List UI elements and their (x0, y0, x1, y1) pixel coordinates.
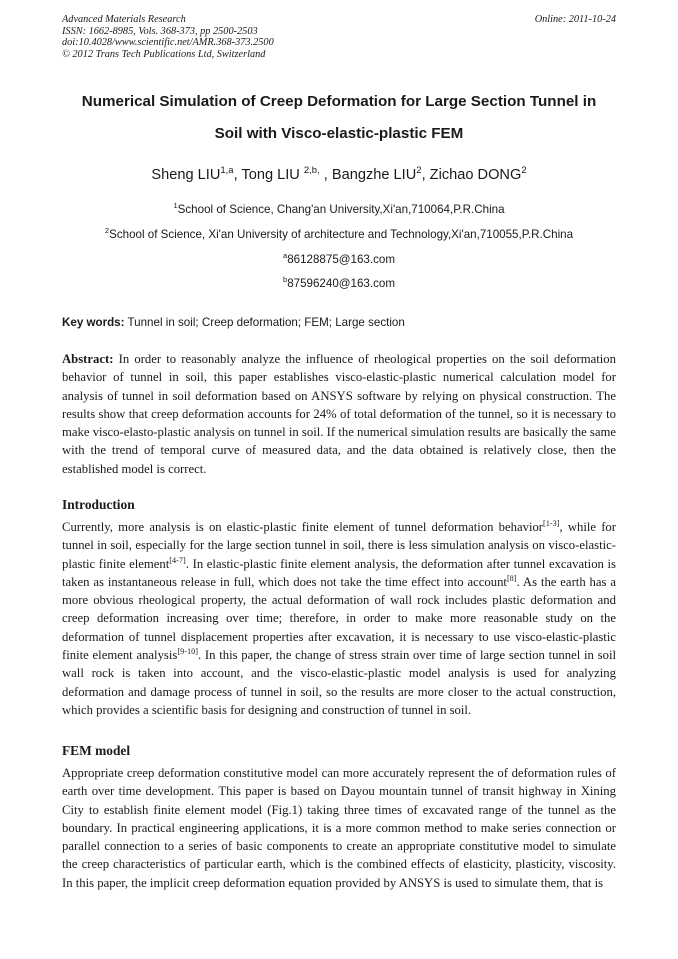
section-heading-fem-model: FEM model (62, 743, 131, 758)
keywords (62, 316, 616, 329)
author-separator: , (319, 167, 332, 183)
citation: [8] (506, 573, 517, 583)
author (151, 167, 241, 183)
email-a (20, 253, 658, 266)
author (332, 167, 430, 183)
email-b (20, 277, 658, 290)
paragraph-text: . As the earth has a more obvious rheological property, the actual deformation of wall rock includes plastic deformation and creep deformation increasing over time; therefore, in order to make more reasonable study on the deformation of tunnel displacement properties after excavation, it is necessary to use visco-elastic-plastic finite element analysis (62, 574, 616, 663)
email-text: 87596240@163.com (287, 277, 396, 290)
paragraph-text: Currently, more analysis is on elastic-plastic finite element of tunnel deformation behavior (62, 520, 544, 534)
affiliation-text: School of Science, Xi'an University of architecture and Technology,Xi'an,710055,P.R.China (109, 228, 574, 241)
email-mark: b (282, 275, 288, 285)
citation: [1-3] (543, 518, 560, 528)
author-separator: , (233, 167, 242, 183)
affiliation-2 (20, 228, 658, 241)
copyright-line: © 2012 Trans Tech Publications Ltd, Switzerland (62, 48, 266, 60)
abstract-label: Abstract: (62, 352, 114, 366)
citation: [9-10] (177, 646, 198, 656)
author-name: Tong LIU (241, 167, 304, 183)
journal-header (62, 14, 616, 60)
author-affiliation-mark: 2 (416, 165, 422, 177)
keywords-label: Key words: (62, 316, 125, 329)
section-heading-introduction: Introduction (62, 497, 135, 512)
citation: [4-7] (169, 555, 186, 565)
affiliation-text: School of Science, Chang'an University,Xi'an,710064,P.R.China (177, 203, 505, 216)
paragraph-text: . In this paper, the change of stress strain over time of large section tunnel in soil wall rock is taken into account, and the visco-elastic-plastic model analysis is used for analyzing deformation and damage process of tunnel in soil, so the results are more closer to the actual construction, which provides a scientific basis for designing and construction of tunnel in soil. (62, 648, 616, 717)
author-name: Zichao DONG (429, 167, 522, 183)
author (430, 167, 527, 183)
author-separator: , (421, 167, 430, 183)
issn-line: ISSN: 1662-8985, Vols. 368-373, pp 2500-2503 (62, 25, 258, 37)
author-affiliation-mark: 1,a (220, 165, 234, 177)
paper-title-line-2: Soil with Visco-elastic-plastic FEM (214, 125, 464, 142)
introduction-paragraph (62, 518, 616, 719)
journal-name: Advanced Materials Research (62, 14, 186, 25)
author-list (40, 167, 638, 183)
author-name: Bangzhe LIU (331, 167, 417, 183)
author-affiliation-mark: 2 (521, 165, 527, 177)
paper-title-line-1: Numerical Simulation of Creep Deformation for Large Section Tunnel in (81, 93, 597, 110)
abstract-text: In order to reasonably analyze the influence of rheological properties on the soil deformation behavior of tunnel in soil, this paper establishes visco-elastic-plastic numerical calculation model for analysis of tunnel in soil deformation based on ANSYS software by relying on physical construction. The results show that creep deformation accounts for 24% of total deformation of the tunnel, so it is necessary to make visco-elasto-plastic analysis on tunnel in soil. If the numerical simulation results are basically the same with the trend of temporal curve of measured data, and the data obtained is relatively close, then the established model is correct. (62, 352, 616, 476)
doi-line: doi:10.4028/www.scientific.net/AMR.368-373.2500 (62, 37, 274, 48)
paragraph-text: , while for tunnel in soil, especially for the large section tunnel in soil, there is less simulation analysis on visco-elastic-plastic finite element (62, 520, 616, 571)
online-date: Online: 2011-10-24 (534, 14, 616, 25)
fem-paragraph: Appropriate creep deformation constitutive model can more accurately represent the of deformation rules of earth over time development. This paper is based on Dayou mountain tunnel of transit highway in Xining City to establish finite element model (Fig.1) taking three times of excavated range of the tunnel as the boundary. In practical engineering applications, it is a more common method to make series connection or parallel connection to a series of basic components to create an appropriate constitutive model to simulate the creep characteristics of particular earth, which is the combined effects of elasticity, plasticity, viscosity. In this paper, the implicit creep deformation equation provided by ANSYS is used to simulate them, that is (62, 766, 616, 890)
affiliation-mark: 2 (104, 226, 110, 236)
keywords-text: Tunnel in soil; Creep deformation; FEM; Large section (124, 316, 405, 329)
author (241, 167, 331, 183)
email-mark: a (282, 251, 288, 261)
email-text: 86128875@163.com (287, 253, 396, 266)
paragraph-text: . In elastic-plastic finite element analysis, the deformation after tunnel excavation is taken as instantaneous release in full, which does not take the time effect into account (62, 556, 616, 589)
abstract (62, 350, 616, 478)
affiliation-1 (20, 203, 658, 216)
author-name: Sheng LIU (151, 167, 221, 183)
author-affiliation-mark: 2,b, (303, 165, 320, 177)
affiliation-mark: 1 (173, 201, 178, 211)
